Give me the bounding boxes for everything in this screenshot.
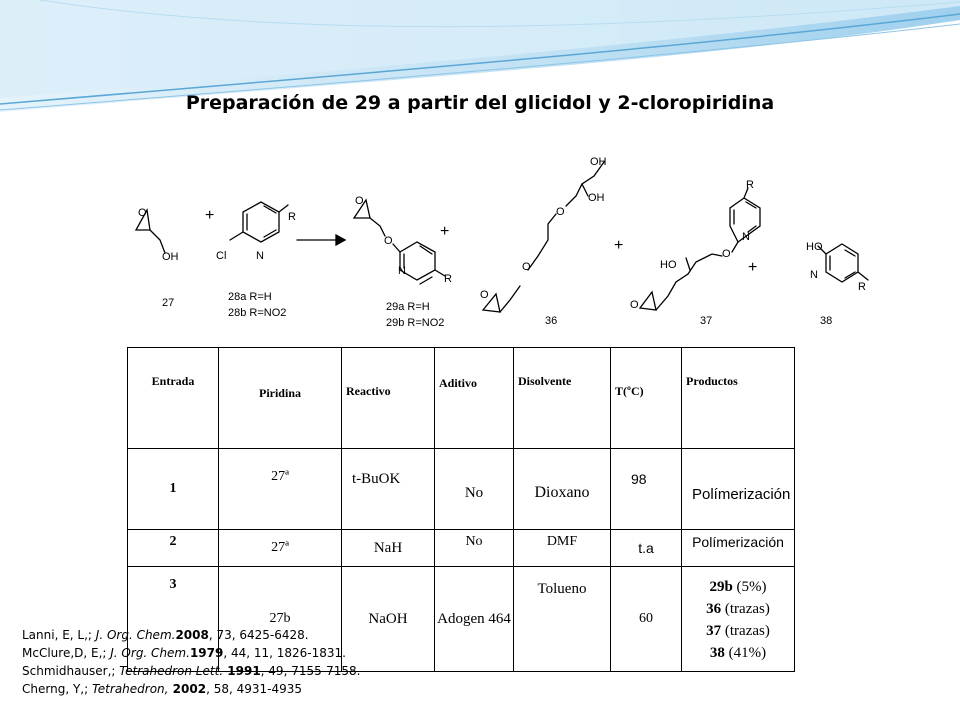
- product-36: 36 (trazas): [706, 601, 770, 617]
- header-aditivo: Aditivo: [435, 348, 514, 449]
- cell-reactivo: t-BuOK: [342, 449, 435, 530]
- reference-item: Schmidhauser,; Tetrahedron Lett. 1991, 49, 7155-7158.: [22, 664, 361, 678]
- atom-o-36-ether1: O: [522, 261, 531, 273]
- atom-n-37: N: [742, 231, 750, 243]
- atom-o-37-epoxide: O: [630, 299, 639, 311]
- header-reactivo: Reactivo: [342, 348, 435, 449]
- cell-temperatura: t.a: [611, 530, 682, 567]
- table-header-row: [128, 348, 795, 449]
- cell-entrada: 2: [128, 530, 219, 567]
- cell-disolvente: DMF: [514, 530, 611, 567]
- reference-item: Lanni, E, L,; J. Org. Chem.2008, 73, 6425-6428.: [22, 628, 309, 642]
- atom-oh-36-top: OH: [590, 156, 607, 168]
- cell-aditivo: No: [435, 449, 514, 530]
- header-temperatura: T(ºC): [611, 348, 682, 449]
- atom-o-29-ether: O: [384, 235, 393, 247]
- atom-o-37-ether: O: [722, 248, 731, 260]
- cell-disolvente: Tolueno: [514, 567, 611, 672]
- cell-entrada: 1: [128, 449, 219, 530]
- cell-aditivo: Adogen 464: [435, 567, 514, 672]
- atom-r-28: R: [288, 211, 296, 223]
- atom-r-37: R: [746, 179, 754, 191]
- atom-o-29-epoxide: O: [355, 195, 364, 207]
- compound-label-38: 38: [820, 315, 833, 327]
- product-38: 38 (41%): [709, 645, 767, 661]
- atom-r-38: R: [858, 281, 866, 293]
- atom-o-36-ether2: O: [556, 206, 565, 218]
- table-row: [128, 449, 795, 530]
- atom-o-36-epoxide: O: [480, 289, 489, 301]
- compound-label-28b: 28b R=NO2: [228, 307, 287, 319]
- results-table: [127, 347, 795, 672]
- compound-label-36: 36: [545, 315, 558, 327]
- cell-productos: Polímerización: [682, 530, 795, 567]
- plus-sign-2: +: [440, 223, 450, 240]
- plus-sign-1: +: [205, 207, 215, 224]
- cell-temperatura: 60: [611, 567, 682, 672]
- cell-disolvente: Dioxano: [514, 449, 611, 530]
- header-disolvente: Disolvente: [514, 348, 611, 449]
- compound-label-37: 37: [700, 315, 713, 327]
- atom-cl-28: Cl: [216, 250, 227, 262]
- atom-n-28: N: [256, 250, 264, 262]
- header-piridina: Piridina: [219, 348, 342, 449]
- atom-ho-37: HO: [660, 259, 677, 271]
- atom-n-38: N: [810, 269, 818, 281]
- atom-oh-36-side: OH: [588, 192, 605, 204]
- cell-productos: Polímerización: [682, 449, 795, 530]
- reference-item: McClure,D, E,; J. Org. Chem.1979, 44, 11, 1826-1831.: [22, 646, 346, 660]
- reference-item: Cherng, Y,; Tetrahedron, 2002, 58, 4931-4935: [22, 682, 302, 696]
- table-row: [128, 530, 795, 567]
- product-29b: 29b (5%): [709, 579, 767, 595]
- cell-piridina: 27ª: [219, 530, 342, 567]
- cell-entrada: 3: [128, 567, 219, 672]
- product-37: 37 (trazas): [706, 623, 770, 639]
- compound-label-29b: 29b R=NO2: [386, 317, 445, 329]
- cell-reactivo: NaOH: [342, 567, 435, 672]
- references-list: [22, 626, 360, 698]
- cell-aditivo: No: [435, 530, 514, 567]
- slide-title: Preparación de 29 a partir del glicidol y 2-cloropiridina: [185, 92, 775, 114]
- cell-productos-list: [682, 567, 795, 672]
- atom-r-29: R: [444, 273, 452, 285]
- compound-label-29a: 29a R=H: [386, 301, 430, 313]
- atom-ho-38: HO: [806, 241, 823, 253]
- compound-label-28a: 28a R=H: [228, 291, 272, 303]
- compound-label-27: 27: [162, 297, 175, 309]
- plus-sign-3: +: [614, 237, 624, 254]
- cell-piridina: 27b: [219, 567, 342, 672]
- atom-oh-27: OH: [162, 251, 179, 263]
- plus-sign-4: +: [748, 259, 758, 276]
- cell-temperatura: 98: [611, 449, 682, 530]
- atom-n-29: N: [398, 265, 406, 277]
- cell-reactivo: NaH: [342, 530, 435, 567]
- cell-piridina: 27ª: [219, 449, 342, 530]
- header-productos: Productos: [682, 348, 795, 449]
- atom-o-27: O: [138, 207, 147, 219]
- header-entrada: Entrada: [128, 348, 219, 449]
